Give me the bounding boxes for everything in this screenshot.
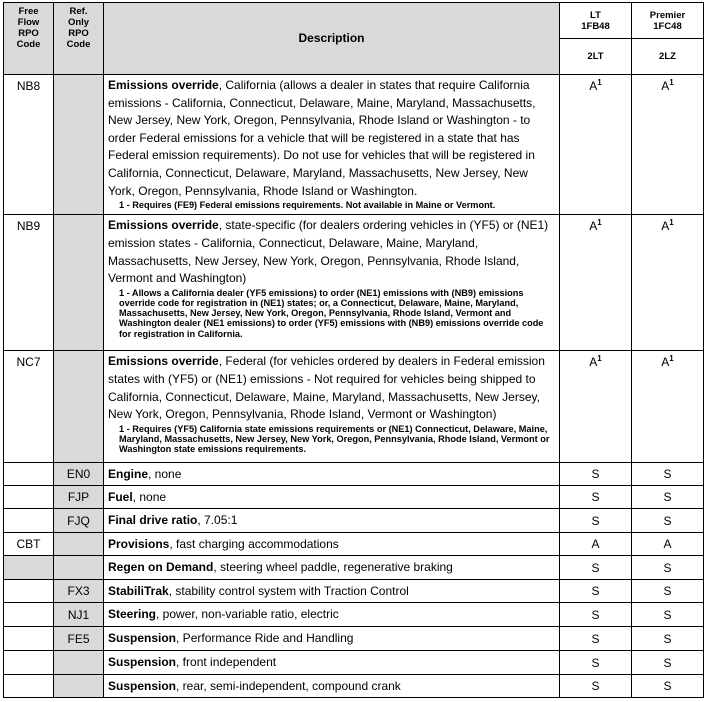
table-row [4,651,704,675]
description-title: StabiliTrak [108,583,169,598]
ref-only-code [54,75,104,215]
free-flow-code: CBT [4,533,54,556]
free-flow-code [4,509,54,533]
premier-availability: S [632,603,704,627]
description-title: Provisions [108,536,170,551]
table-row [4,351,704,463]
footnote: 1 - Requires (YF5) California state emissions requirements or (NE1) Connecticut, Delaware, Maine, Maryland, Massachusetts, New Jersey, New York, Oregon, Pennsylvania, Rhode Island, Vermont or Washington state emissions requirements. [119,423,550,455]
table-row [4,580,704,603]
lt-availability: S [560,509,632,533]
description-title: Engine [108,466,149,481]
rpo-table [3,2,704,698]
lt-availability: S [560,603,632,627]
ref-only-code [54,533,104,556]
premier-availability: $A^1$ [632,215,704,351]
premier-availability: S [632,463,704,486]
description-cell [104,75,560,215]
ref-only-code: FJQ [54,509,104,533]
description-text: , power, non-variable ratio, electric [156,607,339,622]
description-title: Emissions override [108,78,219,92]
description-cell [104,463,560,486]
ref-only-code [54,215,104,351]
description-text: , fast charging accommodations [169,536,339,551]
lt-availability: $A^1$ [560,75,632,215]
ref-only-code: FX3 [54,580,104,603]
free-flow-code: NB9 [4,215,54,351]
description-title: Fuel [108,489,133,504]
ref-only-code: EN0 [54,463,104,486]
table-row [4,556,704,580]
description-title: Suspension [108,678,177,693]
lt-availability: $A^1$ [560,351,632,463]
ref-only-code: NJ1 [54,603,104,627]
free-flow-code [4,556,54,580]
lt-availability: S [560,556,632,580]
description-cell [104,603,560,627]
table-row [4,509,704,533]
header-premier-sub: 2LZ [632,39,704,75]
lt-availability: S [560,651,632,675]
premier-availability: $A^1$ [632,351,704,463]
premier-availability: S [632,580,704,603]
lt-availability: S [560,463,632,486]
free-flow-code: NB8 [4,75,54,215]
free-flow-code [4,486,54,509]
description-cell [104,533,560,556]
description-cell [104,627,560,651]
table-row [4,603,704,627]
premier-availability: S [632,675,704,698]
free-flow-code [4,627,54,651]
description-cell [104,651,560,675]
table-row [4,215,704,351]
lt-availability: $A^1$ [560,215,632,351]
description-title: Steering [108,607,157,622]
description-text: , California (allows a dealer in states that require California emissions - California, Connecticut, Delaware, Maine, Maryland, Massachusetts, New Jersey, New York, Oregon, Pennsylvania, Rhode Island or Washington - to order Federal emissions for a vehicle that will be registered in a state that has Federal emission requirements). Do not use for vehicles that will be registered in California, Connecticut, Delaware, Maryland, Massachusetts, New Jersey, New York, Oregon, Pennsylvania, Rhode Island or Washington. [108,78,536,198]
header-description: Description [104,3,560,75]
header-lt-sub: 2LT [560,39,632,75]
premier-availability: S [632,509,704,533]
description-cell [104,509,560,533]
description-text: , stability control system with Traction Control [168,583,409,598]
description-text: , state-specific (for dealers ordering vehicles in (YF5) or (NE1) emission states - California, Connecticut, Delaware, Maine, Maryland, Massachusetts, New Jersey, New York, Oregon, Pennsylvania, Rhode Island, Vermont and Washington) [108,218,549,286]
ref-only-code [54,651,104,675]
description-cell [104,675,560,698]
premier-availability: A [632,533,704,556]
header-premier: Premier 1FC48 [632,3,704,39]
lt-availability: S [560,627,632,651]
lt-availability: S [560,675,632,698]
free-flow-code [4,463,54,486]
description-cell [104,486,560,509]
table-row [4,486,704,509]
description-text: , none [148,466,182,481]
table-row [4,463,704,486]
footnote: 1 - Requires (FE9) Federal emissions requirements. Not available in Maine or Vermont. [119,200,496,211]
lt-availability: S [560,580,632,603]
header-ref-only: Ref. Only RPO Code [54,3,104,75]
description-cell [104,580,560,603]
description-title: Final drive ratio [108,513,198,528]
premier-availability: S [632,651,704,675]
description-title: Emissions override [108,354,219,369]
description-cell [104,215,560,351]
premier-availability: $A^1$ [632,75,704,215]
description-text: , steering wheel paddle, regenerative braking [213,560,453,575]
ref-only-code [54,675,104,698]
free-flow-code [4,675,54,698]
ref-only-code: FE5 [54,627,104,651]
lt-availability: S [560,486,632,509]
header-free-flow: Free Flow RPO Code [4,3,54,75]
premier-availability: S [632,486,704,509]
description-title: Emissions override [108,218,219,233]
premier-availability: S [632,556,704,580]
footnote: 1 - Allows a California dealer (YF5 emissions) to order (NE1) emissions with (NB9) emissions override code for registration in (NE1) states; or, a Connecticut, Delaware, Maine, Maryland, Massachusetts, New Jersey, New York, Oregon, Pennsylvania, Rhode Island, Vermont and Washington dealer (NE1 emissions) to order (YF5) emissions with (NB9) emissions override code for registration in California. [119,287,544,339]
table-row [4,75,704,215]
free-flow-code [4,651,54,675]
ref-only-code: FJP [54,486,104,509]
description-cell [104,556,560,580]
description-title: Regen on Demand [108,560,214,575]
description-cell [104,351,560,463]
table-row [4,627,704,651]
free-flow-code [4,580,54,603]
free-flow-code [4,603,54,627]
lt-availability: A [560,533,632,556]
description-text: , rear, semi-independent, compound crank [176,678,401,693]
ref-only-code [54,351,104,463]
free-flow-code: NC7 [4,351,54,463]
description-title: Suspension [108,655,177,670]
description-text: , 7.05:1 [197,513,238,528]
header-lt: LT 1FB48 [560,3,632,39]
description-text: , front independent [176,655,277,670]
description-text: , Federal (for vehicles ordered by dealers in Federal emission states with (YF5) or (NE1) emissions - Not required for vehicles being shipped to California, Connecticut, Delaware, Maine, Maryland, Massachusetts, New Jersey, New York, Oregon, Pennsylvania, Rhode Island, Vermont or Washington) [108,354,545,422]
description-title: Suspension [108,631,177,646]
table-row [4,675,704,698]
description-text: , Performance Ride and Handling [176,631,354,646]
ref-only-code [54,556,104,580]
table-row [4,533,704,556]
premier-availability: S [632,627,704,651]
description-text: , none [132,489,167,504]
